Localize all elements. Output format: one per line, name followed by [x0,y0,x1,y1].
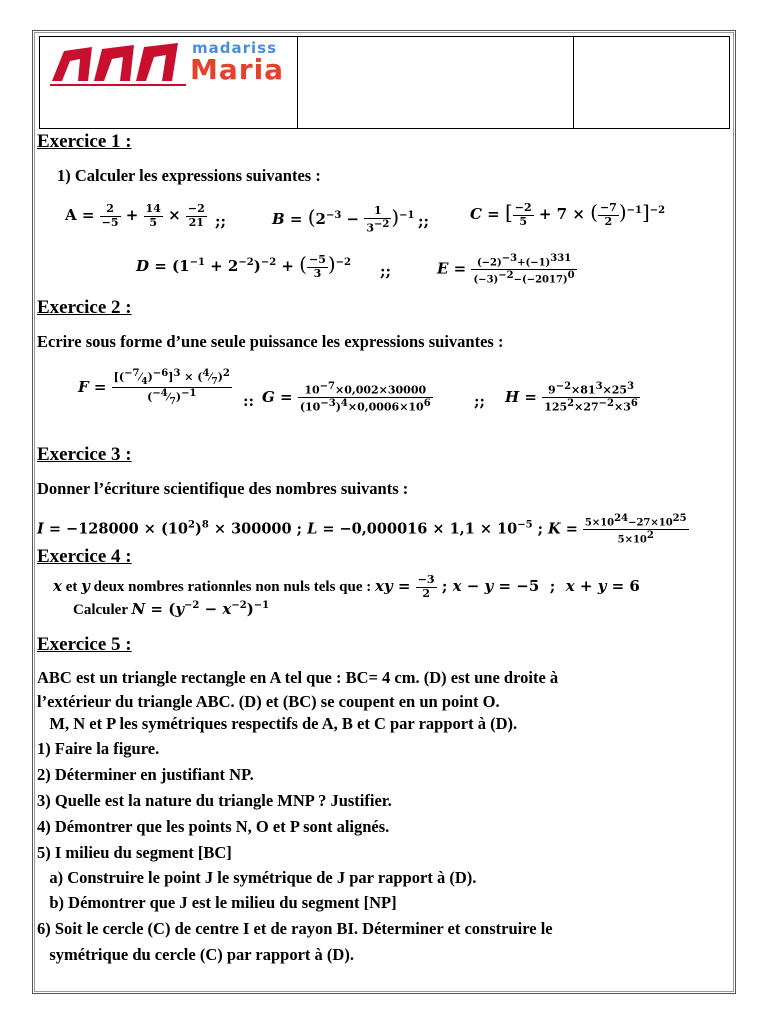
ex5-line-9: b) Démontrer que J est le milieu du segment [NP] [37,893,397,912]
ex3-title: Exercice 3 : [37,444,132,465]
expr-H: H = $\frac{9^{-2}\times 81^3\times 25^3}{125^2\times 27^{-2}\times 3^6}$ [505,381,638,414]
ex5-line-3: 1) Faire la figure. [37,739,160,758]
ex5-line-4: 2) Déterminer en justifiant NP. [37,765,254,784]
ex5-line-10: 6) Soit le cercle (C) de centre I et de rayon BI. Déterminer et construire le [37,919,553,938]
expr-B: $B = (2^{-3}$ − $\frac{1}{3^{-2}}$ )$^{-1}$ [272,204,415,235]
logo-text-top: madariss [192,39,278,57]
ex5-line-1: l’extérieur du triangle ABC. (D) et (BC) se coupent en un point O. [37,692,500,711]
ex4-calc: Calculer $N = (y^{-2} - x^{-2})^{-1}$ [73,600,270,618]
ex3-intro: Donner l’écriture scientifique des nombres suivants : [37,479,409,498]
expr-A: A = $\frac{2}{-5}$ + $\frac{14}{5}$ × $\frac{-2}{21}$ [65,202,205,229]
sep-2: ;; [418,212,430,230]
expr-D: $D = (1^{-1} + 2^{-2})^{-2}$ + ( $\frac{-5}{3}$ )$^{-2}$ [136,252,352,280]
ex5-line-5: 3) Quelle est la nature du triangle MNP ? Justifier. [37,791,392,810]
expr-C: C = [ $\frac{-2}{5}$ + 7 × ( $\frac{-7}{2}$ )$^{-1}$]$^{-2}$ [470,200,666,228]
ex5-line-7: 5) I milieu du segment [BC] [37,843,232,862]
ex5-line-2: M, N et P les symétriques respectifs de A, B et C par rapport à (D). [37,714,518,733]
sep-1: ;; [215,212,227,230]
expr-G: G = $\frac{10^{-7}\times 0,002\times 30000}{(10^{-3})^4\times 0,0006\times 10^6}$ [262,381,431,414]
header-cell-middle [298,37,574,128]
sep-5: ;; [474,392,486,410]
sep-3: ;; [380,262,392,280]
ex2-intro: Ecrire sous forme d’une seule puissance les expressions suivantes : [37,332,504,351]
expr-I-L-K: $I = -128000 \times (10^2)^8 \times 300000$ ; $L = -0,000016 \times 1,1 \times 10^{-5}$ ; K = $\frac{5\times 10^{24}-27\times 10^{25}}{5\times 10^2}$ [37,513,687,546]
ex5-line-11: symétrique du cercle (C) par rapport à (D). [37,945,354,964]
ex4-line1-text: deux nombres rationnles non nuls tels que : [93,579,372,596]
ex1-question: 1) Calculer les expressions suivantes : [57,166,321,185]
logo-cell [40,37,298,128]
expr-E: E = $\frac{(-2)^{-3}+(-1)^{331}}{(-3)^{-2}-(-2017)^0}$ [437,253,575,286]
ex4-calc-label: Calculer [73,602,128,618]
ex4-line1: x et y deux nombres rationnles non nuls tels que : xy = $\frac{-3}{2}$ ; x − y = −5 ; x + y = 6 [53,573,640,600]
ex5-title: Exercice 5 : [37,634,132,655]
header-table [39,36,730,129]
ex5-line-8: a) Construire le point J le symétrique de J par rapport à (D). [37,868,477,887]
expr-F: F = $\frac{[(^{-7}⁄_4)^{-6}]^3 \times (^4⁄_7)^2}{(^{-4}⁄_7)^{-1}}$ [78,368,230,408]
logo-text-main: Maria [190,53,285,86]
ex4-title: Exercice 4 : [37,546,132,567]
ex5-line-0: ABC est un triangle rectangle en A tel que : BC= 4 cm. (D) est une droite à [37,668,559,687]
ex1-title: Exercice 1 : [37,131,132,152]
ex2-title: Exercice 2 : [37,297,132,318]
sep-4: :: [243,392,255,410]
header-cell-right [574,37,729,128]
logo-icon [50,41,190,87]
ex5-line-6: 4) Démontrer que les points N, O et P sont alignés. [37,817,390,836]
